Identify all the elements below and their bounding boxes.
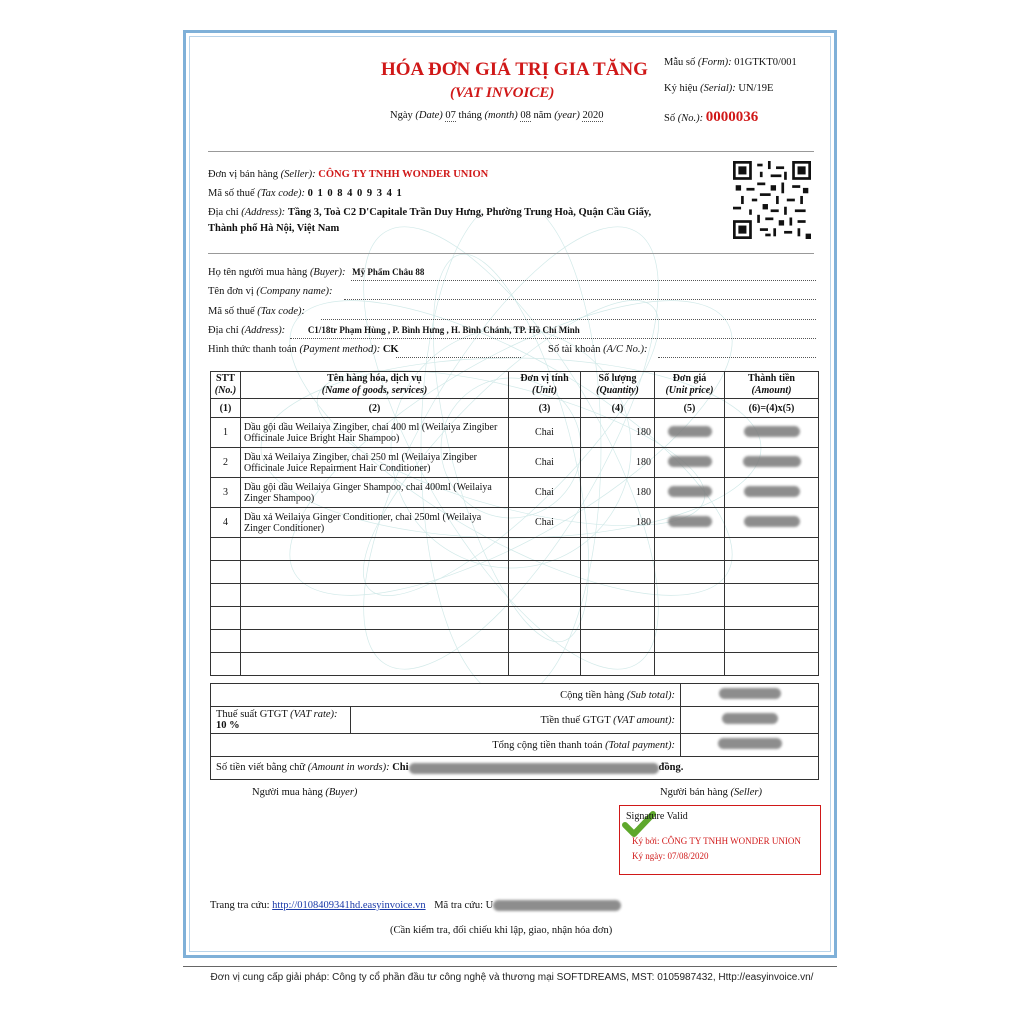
vat-amount-label: (VAT amount): — [613, 714, 676, 726]
invoice-number — [664, 109, 758, 126]
empty-cell — [655, 538, 725, 561]
lookup-url-link[interactable]: http://0108409341hd.easyinvoice.vn — [272, 900, 426, 911]
lookup-note: (Cần kiểm tra, đối chiếu khi lập, giao, nhận hóa đơn) — [390, 925, 613, 936]
empty-cell — [241, 538, 509, 561]
buyer-sign-label: (Buyer) — [325, 787, 358, 798]
total-value — [681, 734, 819, 757]
seller-sign-prefix: Người bán hàng — [660, 787, 728, 798]
seller-signature-title — [660, 787, 762, 798]
seller-addr-label: (Address): — [241, 207, 286, 218]
empty-cell — [509, 561, 581, 584]
subtotal-prefix: Cộng tiền hàng — [560, 689, 625, 701]
date-day: 07 — [445, 110, 456, 121]
redacted-value — [718, 738, 782, 749]
qr-code-icon — [733, 161, 811, 239]
seller-name-prefix: Đơn vị bán hàng — [208, 169, 278, 180]
empty-cell — [211, 607, 241, 630]
buyer-address-line — [208, 325, 580, 336]
account-line — [548, 344, 647, 355]
buyer-tax-prefix: Mã số thuế — [208, 306, 255, 317]
empty-cell — [725, 561, 819, 584]
cell-amount — [725, 478, 819, 508]
empty-cell — [509, 538, 581, 561]
serial-number — [664, 83, 773, 94]
date-prefix: Ngày — [390, 110, 413, 121]
cell-unit-price — [655, 478, 725, 508]
cell-amount — [725, 508, 819, 538]
column-index: (5) — [655, 399, 725, 418]
form-prefix: Mẫu số — [664, 57, 696, 68]
vat-amount-prefix: Tiền thuế GTGT — [540, 714, 611, 726]
account-prefix: Số tài khoản — [548, 344, 601, 355]
vat-amount-value — [681, 707, 819, 734]
cell-name: Dầu gội dầu Weilaiya Zingiber, chai 400 ml (Weilaiya Zingiber Officinale Juice Bright Hair Shampoo) — [241, 418, 509, 448]
subtotal-label-cell — [211, 684, 681, 707]
seller-tax-code: 0 1 0 8 4 0 9 3 4 1 — [307, 188, 403, 199]
column-index: (3) — [509, 399, 581, 418]
year-word: năm — [533, 110, 552, 121]
empty-cell — [211, 538, 241, 561]
payment-label: (Payment method): — [299, 344, 381, 355]
column-header-vi: Thành tiền — [748, 373, 795, 384]
column-header-vi: STT — [216, 373, 235, 384]
column-index: (2) — [241, 399, 509, 418]
column-header-vi: Đơn giá — [672, 373, 707, 384]
redacted-words — [409, 763, 659, 774]
empty-cell — [725, 584, 819, 607]
cell-amount — [725, 448, 819, 478]
year-label: (year) — [554, 110, 580, 121]
lookup-page-label: Trang tra cứu: — [210, 900, 270, 911]
lookup-code-start: U — [485, 900, 494, 911]
cell-qty: 180 — [581, 418, 655, 448]
seller-name: CÔNG TY TNHH WONDER UNION — [318, 169, 489, 180]
buyer-name-prefix: Họ tên người mua hàng — [208, 267, 308, 278]
empty-cell — [725, 630, 819, 653]
empty-cell — [241, 607, 509, 630]
cell-unit: Chai — [509, 508, 581, 538]
vat-rate: 10 % — [216, 720, 240, 731]
subtotal-label: (Sub total): — [626, 689, 676, 701]
form-value: 01GTKT0/001 — [734, 57, 797, 68]
empty-cell — [581, 538, 655, 561]
vat-rate-label: (VAT rate): — [290, 709, 338, 720]
seller-tax-line — [208, 188, 403, 199]
cell-name: Dầu gội dầu Weilaiya Ginger Shampoo, chai 400ml (Weilaiya Zinger Shampoo) — [241, 478, 509, 508]
total-prefix: Tổng cộng tiền thanh toán — [492, 739, 603, 751]
redacted-value — [722, 713, 778, 724]
cell-name: Dầu xả Weilaiya Ginger Conditioner, chai 250ml (Weilaiya Zinger Conditioner) — [241, 508, 509, 538]
buyer-sign-prefix: Người mua hàng — [252, 787, 323, 798]
empty-row — [211, 607, 819, 630]
buyer-name-line — [208, 267, 816, 278]
buyer-tax-line — [208, 306, 305, 317]
account-label: (A/C No.): — [603, 344, 648, 355]
buyer-name-label: (Buyer): — [309, 267, 346, 278]
column-header-5 — [725, 372, 819, 399]
vat-amount-label-cell — [351, 707, 681, 734]
empty-row — [211, 584, 819, 607]
empty-cell — [655, 653, 725, 676]
column-header-en: (Unit) — [532, 385, 557, 396]
serial-prefix: Ký hiệu — [664, 83, 698, 94]
redacted-value — [744, 516, 800, 527]
payment-prefix: Hình thức thanh toán — [208, 344, 297, 355]
redacted-value — [719, 688, 781, 699]
invoice-subtitle: (VAT INVOICE) — [450, 85, 555, 101]
form-number — [664, 57, 797, 68]
cell-unit-price — [655, 508, 725, 538]
amount-words-row — [211, 757, 819, 780]
total-label-cell — [211, 734, 681, 757]
signed-date: Ký ngày: 07/08/2020 — [632, 851, 709, 861]
column-header-en: (Amount) — [751, 385, 792, 396]
invoice-title: HÓA ĐƠN GIÁ TRỊ GIA TĂNG — [381, 59, 648, 80]
invoice-frame — [183, 30, 837, 958]
words-label: (Amount in words): — [307, 762, 390, 774]
subtotal-row — [211, 684, 819, 707]
empty-cell — [509, 607, 581, 630]
seller-name-label: (Seller): — [280, 169, 316, 180]
buyer-name: Mỹ Phẩm Châu 88 — [352, 267, 425, 277]
redacted-value — [744, 486, 800, 497]
buyer-address: C1/18tr Phạm Hùng , P. Bình Hưng , H. Bình Chánh, TP. Hồ Chí Minh — [307, 325, 580, 335]
cell-unit-price — [655, 448, 725, 478]
form-label: (Form): — [697, 57, 732, 68]
buyer-signature-title — [252, 787, 357, 798]
no-value: 0000036 — [705, 109, 759, 125]
empty-cell — [655, 561, 725, 584]
table-row — [211, 418, 819, 448]
cell-qty: 180 — [581, 448, 655, 478]
cell-name: Dầu xả Weilaiya Zingiber, chai 250 ml (Weilaiya Zingiber Officinale Juice Repairment Hair Conditioner) — [241, 448, 509, 478]
footer-text: Đơn vị cung cấp giải pháp: Công ty cổ phần đầu tư công nghệ và thương mại SOFTDREAMS, MST: 0105987432, Http://easyinvoice.vn/ — [210, 972, 814, 983]
table-row — [211, 508, 819, 538]
column-header-en: (Quantity) — [596, 385, 639, 396]
buyer-tax-label: (Tax code): — [257, 306, 306, 317]
month-word: tháng — [458, 110, 482, 121]
table-row — [211, 448, 819, 478]
column-header-2 — [509, 372, 581, 399]
cell-unit: Chai — [509, 478, 581, 508]
empty-cell — [241, 561, 509, 584]
account-dots — [658, 357, 816, 358]
seller-tax-prefix: Mã số thuế — [208, 188, 255, 199]
signature-valid-text: Signature Valid — [626, 811, 688, 822]
total-label: (Total payment): — [605, 739, 676, 751]
totals-table — [210, 683, 819, 780]
footer-divider — [183, 966, 837, 967]
empty-cell — [211, 630, 241, 653]
vat-rate-prefix: Thuế suất GTGT — [216, 709, 288, 720]
column-index: (4) — [581, 399, 655, 418]
empty-cell — [211, 584, 241, 607]
empty-cell — [581, 607, 655, 630]
redacted-value — [744, 426, 800, 437]
buyer-tax-dots — [321, 319, 816, 320]
empty-cell — [725, 607, 819, 630]
empty-cell — [509, 630, 581, 653]
buyer-company-line — [208, 286, 333, 297]
empty-cell — [509, 584, 581, 607]
cell-no: 3 — [211, 478, 241, 508]
date-year: 2020 — [582, 110, 604, 121]
column-header-0 — [211, 372, 241, 399]
empty-cell — [581, 653, 655, 676]
empty-row — [211, 630, 819, 653]
empty-cell — [581, 561, 655, 584]
cell-qty: 180 — [581, 478, 655, 508]
column-index: (6)=(4)x(5) — [725, 399, 819, 418]
header-divider — [208, 151, 814, 152]
payment-dots — [396, 357, 521, 358]
seller-addr-prefix: Địa chỉ — [208, 207, 239, 218]
words-prefix: Số tiền viết bằng chữ — [216, 762, 306, 774]
buyer-company-prefix: Tên đơn vị — [208, 286, 254, 297]
total-row — [211, 734, 819, 757]
lookup-line — [210, 900, 621, 911]
date-month: 08 — [520, 110, 531, 121]
empty-cell — [241, 653, 509, 676]
empty-cell — [581, 630, 655, 653]
table-index-row — [211, 399, 819, 418]
column-header-1 — [241, 372, 509, 399]
amount-words-cell — [211, 757, 819, 780]
lookup-code-label: Mã tra cứu: — [434, 900, 484, 911]
seller-address-line — [208, 207, 651, 218]
empty-cell — [581, 584, 655, 607]
column-header-4 — [655, 372, 725, 399]
empty-cell — [211, 561, 241, 584]
buyer-addr-prefix: Địa chỉ — [208, 325, 239, 336]
redacted-value — [668, 456, 712, 467]
payment-method-line — [208, 344, 399, 355]
column-header-vi: Đơn vị tính — [520, 373, 569, 384]
seller-name-line — [208, 169, 488, 180]
empty-cell — [655, 630, 725, 653]
vat-rate-cell — [211, 707, 351, 734]
serial-label: (Serial): — [700, 83, 736, 94]
digital-signature-box[interactable] — [619, 805, 821, 875]
table-header-row — [211, 372, 819, 399]
cell-unit-price — [655, 418, 725, 448]
invoice-date — [390, 110, 603, 121]
cell-no: 2 — [211, 448, 241, 478]
column-header-en: (Unit price) — [665, 385, 714, 396]
redacted-value — [743, 456, 801, 467]
empty-cell — [509, 653, 581, 676]
redacted-value — [668, 486, 712, 497]
cell-no: 4 — [211, 508, 241, 538]
vat-row — [211, 707, 819, 734]
subtotal-value — [681, 684, 819, 707]
words-start: Chi — [392, 762, 409, 774]
words-end: đồng. — [658, 762, 684, 774]
signed-by: Ký bởi: CÔNG TY TNHH WONDER UNION — [632, 836, 801, 846]
empty-row — [211, 538, 819, 561]
empty-row — [211, 561, 819, 584]
empty-cell — [655, 584, 725, 607]
seller-tax-label: (Tax code): — [257, 188, 306, 199]
date-label: (Date) — [415, 110, 443, 121]
buyer-company-label: (Company name): — [256, 286, 333, 297]
column-header-en: (No.) — [214, 385, 237, 396]
seller-divider — [208, 253, 814, 254]
empty-cell — [241, 630, 509, 653]
payment-method: CK — [382, 344, 399, 355]
month-label: (month) — [484, 110, 518, 121]
buyer-name-dots — [351, 280, 816, 281]
cell-no: 1 — [211, 418, 241, 448]
buyer-address-dots — [290, 338, 816, 339]
seller-sign-label: (Seller) — [730, 787, 762, 798]
no-label: (No.): — [677, 113, 704, 124]
buyer-addr-label: (Address): — [241, 325, 286, 336]
column-header-3 — [581, 372, 655, 399]
buyer-company-dots — [344, 299, 816, 300]
seller-address-line1: Tầng 3, Toà C2 D'Capitale Trần Duy Hưng, Phường Trung Hoà, Quận Cầu Giấy, — [287, 207, 652, 218]
empty-cell — [211, 653, 241, 676]
cell-unit: Chai — [509, 418, 581, 448]
empty-row — [211, 653, 819, 676]
empty-cell — [725, 653, 819, 676]
redacted-value — [668, 516, 712, 527]
redacted-lookup-code — [493, 900, 621, 911]
no-prefix: Số — [664, 113, 676, 124]
empty-cell — [241, 584, 509, 607]
cell-qty: 180 — [581, 508, 655, 538]
empty-cell — [655, 607, 725, 630]
column-index: (1) — [211, 399, 241, 418]
empty-cell — [725, 538, 819, 561]
column-header-vi: Tên hàng hóa, dịch vụ — [327, 373, 422, 384]
redacted-value — [668, 426, 712, 437]
serial-value: UN/19E — [738, 83, 774, 94]
table-row — [211, 478, 819, 508]
seller-address-line2: Thành phố Hà Nội, Việt Nam — [208, 223, 340, 234]
cell-unit: Chai — [509, 448, 581, 478]
cell-amount — [725, 418, 819, 448]
column-header-vi: Số lượng — [598, 373, 637, 384]
column-header-en: (Name of goods, services) — [321, 385, 428, 396]
items-table — [210, 371, 819, 676]
